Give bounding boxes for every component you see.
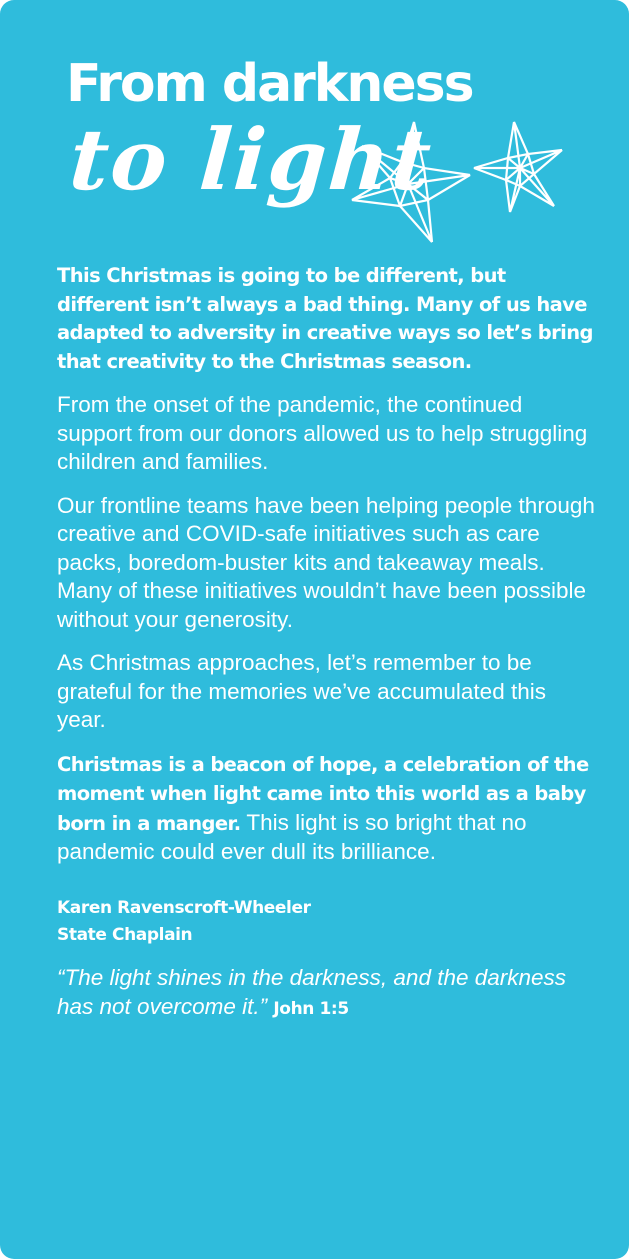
paragraph-frontline: Our frontline teams have been helping people through creative and COVID-safe initiatives such as care packs, boredom-buster kits and takeaway meals. Many of these initiatives wouldn’t have been possible without your generosity. <box>57 492 595 632</box>
quote-reference: John 1:5 <box>273 998 349 1019</box>
signature-role: State Chaplain <box>57 924 193 945</box>
hope-rest: This light is so bright that no pandemic could ever dull its brilliance. <box>57 809 527 864</box>
signature-block <box>57 895 597 949</box>
paragraph-hope <box>57 750 597 867</box>
title-line-2: to light <box>66 110 436 209</box>
paragraph-grateful: As Christmas approaches, let’s remember to be grateful for the memories we’ve accumulated this year. <box>57 650 546 732</box>
title-line-1: From darkness <box>66 54 473 114</box>
scripture-quote <box>57 963 597 1024</box>
signature-name: Karen Ravenscroft-Wheeler <box>57 897 311 918</box>
lead-paragraph: This Christmas is going to be different, but different isn’t always a bad thing. Many of us have adapted to adversity in creative ways so let’s bring that creativity to the Christmas season. <box>57 264 593 373</box>
article-body <box>57 262 597 1024</box>
stars-decoration <box>350 118 565 248</box>
star-outline-icon <box>352 122 470 242</box>
paragraph-donors: From the onset of the pandemic, the continued support from our donors allowed us to help struggling children and families. <box>57 392 588 474</box>
star-outline-icon <box>474 122 562 212</box>
quote-text: “The light shines in the darkness, and the darkness has not overcome it.” <box>57 964 567 1019</box>
hope-emphasis: Christmas is a beacon of hope, a celebration of the moment when light came into this world as a baby born in a manger. <box>57 752 589 835</box>
